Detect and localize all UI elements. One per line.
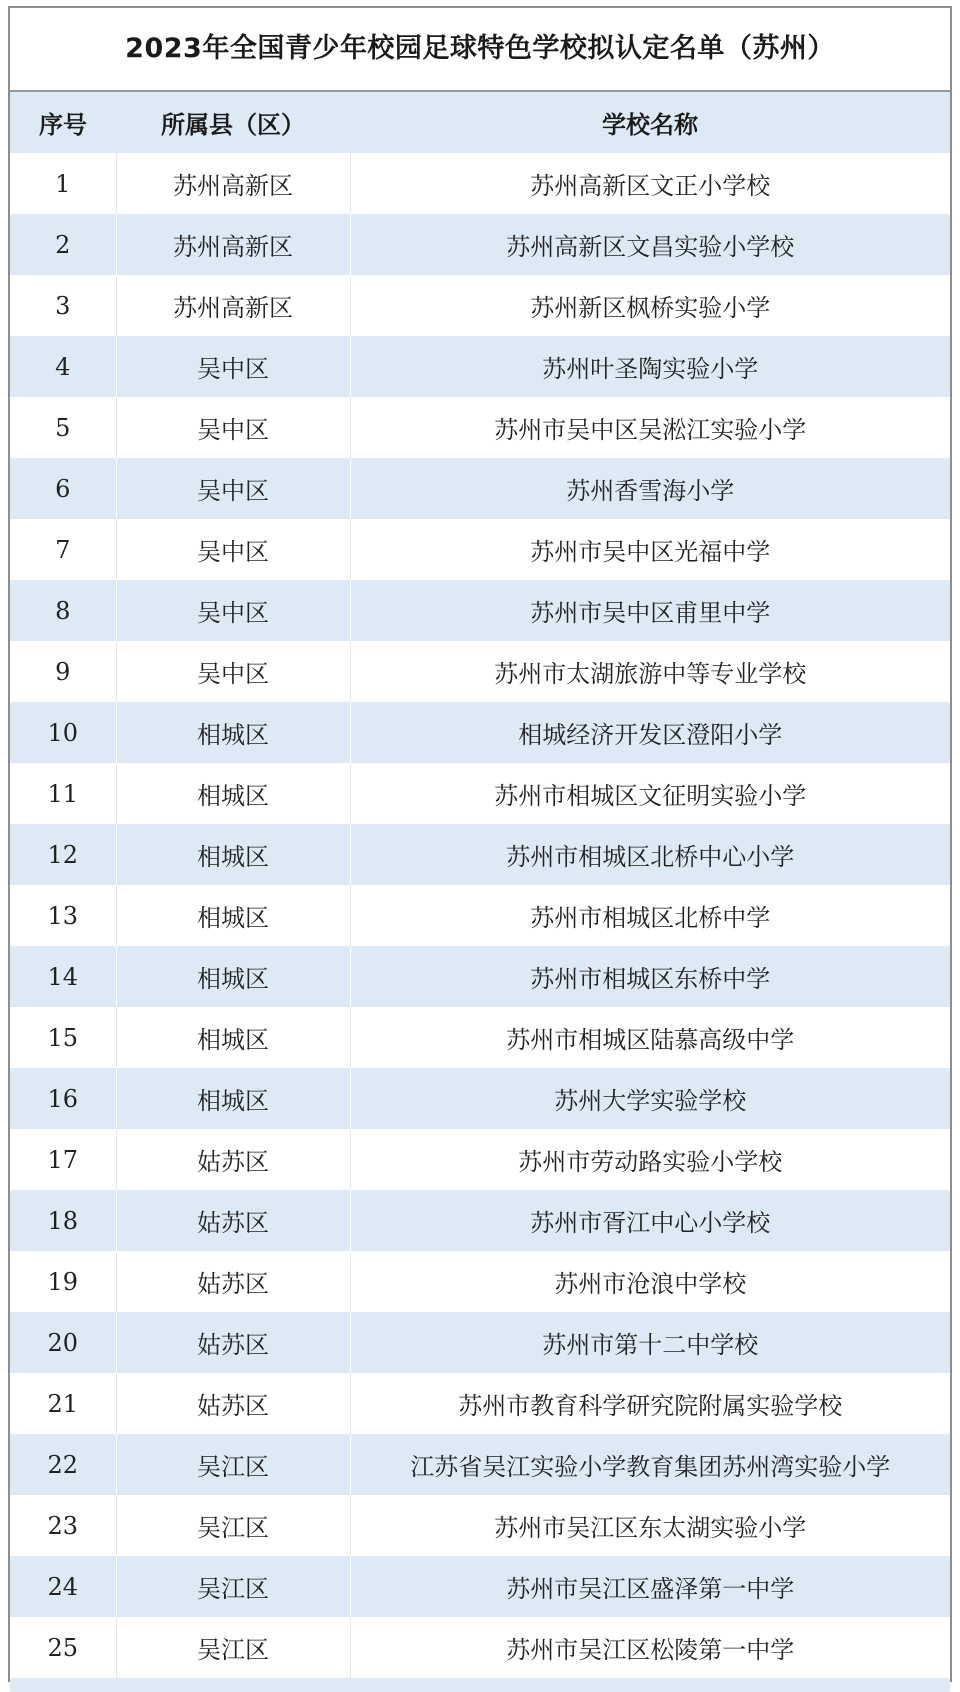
cell-district: 姑苏区 bbox=[116, 1251, 350, 1312]
cell-district: 相城区 bbox=[116, 824, 350, 885]
cell-school-name: 苏州香雪海小学 bbox=[350, 458, 950, 519]
document-title: 2023年全国青少年校园足球特色学校拟认定名单（苏州） bbox=[10, 8, 950, 92]
cell-district: 相城区 bbox=[116, 946, 350, 1007]
cell-district: 相城区 bbox=[116, 702, 350, 763]
cell-district: 姑苏区 bbox=[116, 1190, 350, 1251]
cell-school-name: 苏州市第十二中学校 bbox=[350, 1312, 950, 1373]
cell-school-name: 苏州市相城区东桥中学 bbox=[350, 946, 950, 1007]
cell-school-name: 苏州市相城区文征明实验小学 bbox=[350, 763, 950, 824]
cell-school-name: 苏州市相城区北桥中学 bbox=[350, 885, 950, 946]
table-next-row-fragment bbox=[10, 1678, 950, 1692]
cell-index: 2 bbox=[10, 214, 116, 275]
cell-district: 苏州高新区 bbox=[116, 275, 350, 336]
cell-district: 姑苏区 bbox=[116, 1312, 350, 1373]
cell-school-name: 苏州叶圣陶实验小学 bbox=[350, 336, 950, 397]
cell-index: 6 bbox=[10, 458, 116, 519]
table-row bbox=[10, 336, 950, 397]
cell-school-name: 苏州市沧浪中学校 bbox=[350, 1251, 950, 1312]
table-row bbox=[10, 641, 950, 702]
cell-index: 21 bbox=[10, 1373, 116, 1434]
table-header-row bbox=[10, 92, 950, 153]
cell-district: 苏州高新区 bbox=[116, 153, 350, 214]
table-row bbox=[10, 397, 950, 458]
table-row bbox=[10, 214, 950, 275]
cell-index: 3 bbox=[10, 275, 116, 336]
cell-district: 吴中区 bbox=[116, 580, 350, 641]
cell-index: 10 bbox=[10, 702, 116, 763]
cell-school-name: 苏州高新区文昌实验小学校 bbox=[350, 214, 950, 275]
cell-school-name: 苏州大学实验学校 bbox=[350, 1068, 950, 1129]
cell-school-name: 苏州市吴中区光福中学 bbox=[350, 519, 950, 580]
cell-index: 19 bbox=[10, 1251, 116, 1312]
cell-district: 苏州高新区 bbox=[116, 214, 350, 275]
cell-school-name: 苏州市吴中区甫里中学 bbox=[350, 580, 950, 641]
cell-index: 15 bbox=[10, 1007, 116, 1068]
table-row bbox=[10, 1495, 950, 1556]
cell-district: 姑苏区 bbox=[116, 1129, 350, 1190]
cell-school-name: 苏州市相城区北桥中心小学 bbox=[350, 824, 950, 885]
cell-index: 4 bbox=[10, 336, 116, 397]
column-header-index: 序号 bbox=[10, 92, 116, 153]
cell-index: 12 bbox=[10, 824, 116, 885]
table-row bbox=[10, 1068, 950, 1129]
cell-district: 吴江区 bbox=[116, 1495, 350, 1556]
cell-index: 20 bbox=[10, 1312, 116, 1373]
table-row bbox=[10, 1617, 950, 1678]
document-sheet bbox=[8, 6, 952, 1682]
table-row bbox=[10, 458, 950, 519]
cell-district: 吴江区 bbox=[116, 1617, 350, 1678]
cell-district: 相城区 bbox=[116, 763, 350, 824]
cell-index: 24 bbox=[10, 1556, 116, 1617]
table-row bbox=[10, 1312, 950, 1373]
table-row bbox=[10, 824, 950, 885]
table-row bbox=[10, 946, 950, 1007]
cell-district: 相城区 bbox=[116, 1068, 350, 1129]
table-row bbox=[10, 580, 950, 641]
cell-school-name: 苏州市吴江区盛泽第一中学 bbox=[350, 1556, 950, 1617]
cell-district: 吴中区 bbox=[116, 458, 350, 519]
cell-district: 吴江区 bbox=[116, 1434, 350, 1495]
table-row bbox=[10, 153, 950, 214]
cell-index: 22 bbox=[10, 1434, 116, 1495]
cell-index: 14 bbox=[10, 946, 116, 1007]
cell-school-name: 苏州市吴中区吴淞江实验小学 bbox=[350, 397, 950, 458]
cell-district: 吴中区 bbox=[116, 397, 350, 458]
cell-index: 9 bbox=[10, 641, 116, 702]
table-row bbox=[10, 1556, 950, 1617]
cell-school-name: 苏州市劳动路实验小学校 bbox=[350, 1129, 950, 1190]
cell-school-name: 苏州市太湖旅游中等专业学校 bbox=[350, 641, 950, 702]
table-row bbox=[10, 1251, 950, 1312]
cell-district: 相城区 bbox=[116, 885, 350, 946]
cell-index: 13 bbox=[10, 885, 116, 946]
cell-school-name: 苏州市相城区陆慕高级中学 bbox=[350, 1007, 950, 1068]
table-row bbox=[10, 275, 950, 336]
cell-index: 18 bbox=[10, 1190, 116, 1251]
cell-district: 吴江区 bbox=[116, 1556, 350, 1617]
cell-district: 相城区 bbox=[116, 1007, 350, 1068]
table-row bbox=[10, 1129, 950, 1190]
cell-index: 16 bbox=[10, 1068, 116, 1129]
table-row bbox=[10, 1373, 950, 1434]
table-row bbox=[10, 885, 950, 946]
table-row bbox=[10, 702, 950, 763]
cell-index: 17 bbox=[10, 1129, 116, 1190]
cell-index: 11 bbox=[10, 763, 116, 824]
cell-school-name: 苏州新区枫桥实验小学 bbox=[350, 275, 950, 336]
table-row bbox=[10, 1007, 950, 1068]
table-row bbox=[10, 519, 950, 580]
cell-index: 8 bbox=[10, 580, 116, 641]
cell-index: 1 bbox=[10, 153, 116, 214]
cell-index: 25 bbox=[10, 1617, 116, 1678]
cell-school-name: 苏州市教育科学研究院附属实验学校 bbox=[350, 1373, 950, 1434]
cell-school-name: 苏州市胥江中心小学校 bbox=[350, 1190, 950, 1251]
cell-district: 吴中区 bbox=[116, 336, 350, 397]
cell-district: 吴中区 bbox=[116, 641, 350, 702]
table-row bbox=[10, 763, 950, 824]
cell-district: 姑苏区 bbox=[116, 1373, 350, 1434]
cell-index: 5 bbox=[10, 397, 116, 458]
school-list-table bbox=[10, 92, 950, 1678]
cell-index: 23 bbox=[10, 1495, 116, 1556]
cell-school-name: 苏州市吴江区东太湖实验小学 bbox=[350, 1495, 950, 1556]
cell-school-name: 相城经济开发区澄阳小学 bbox=[350, 702, 950, 763]
table-row bbox=[10, 1434, 950, 1495]
table-row bbox=[10, 1190, 950, 1251]
cell-school-name: 江苏省吴江实验小学教育集团苏州湾实验小学 bbox=[350, 1434, 950, 1495]
cell-index: 7 bbox=[10, 519, 116, 580]
cell-school-name: 苏州市吴江区松陵第一中学 bbox=[350, 1617, 950, 1678]
column-header-school-name: 学校名称 bbox=[350, 92, 950, 153]
cell-district: 吴中区 bbox=[116, 519, 350, 580]
column-header-district: 所属县（区） bbox=[116, 92, 350, 153]
cell-school-name: 苏州高新区文正小学校 bbox=[350, 153, 950, 214]
